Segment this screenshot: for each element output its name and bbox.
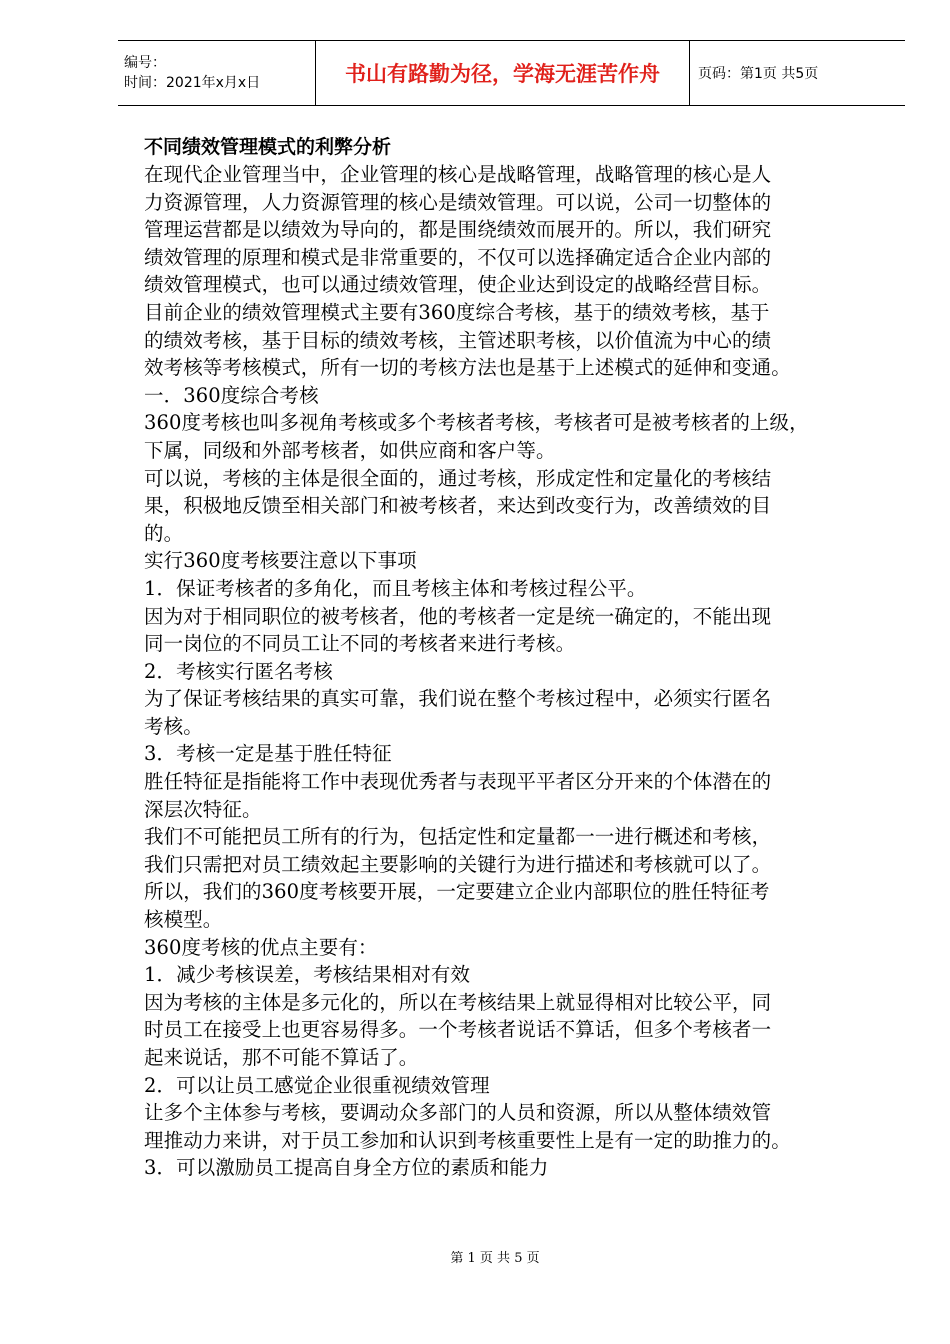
text-line: 同一岗位的不同员工让不同的考核者来进行考核。: [144, 632, 576, 656]
text-line: 力资源管理，人力资源管理的核心是绩效管理。可以说，公司一切整体的: [144, 190, 772, 214]
header-meta: [118, 41, 316, 105]
text-line: 目前企业的绩效管理模式主要有360度综合考核，基于的绩效考核，基于: [144, 300, 770, 324]
text-line: 下属，同级和外部考核者，如供应商和客户等。: [144, 438, 556, 462]
header-motto: 书山有路勤为径，学海无涯苦作舟: [345, 61, 660, 86]
text-line: 在现代企业管理当中，企业管理的核心是战略管理，战略管理的核心是人: [144, 163, 772, 186]
text-line: 360度考核的优点主要有：: [144, 935, 378, 959]
text-line: 我们不可能把员工所有的行为，包括定性和定量都一一进行概述和考核，: [144, 825, 772, 849]
header-page-info-cell: [690, 41, 905, 105]
text-line: 绩效管理模式，也可以通过绩效管理，使企业达到设定的战略经营目标。: [144, 273, 772, 297]
text-line: 可以说，考核的主体是很全面的，通过考核，形成定性和定量化的考核结: [144, 466, 772, 490]
text-line: 果，积极地反馈至相关部门和被考核者，来达到改变行为，改善绩效的目: [144, 494, 772, 518]
text-line: 绩效管理的原理和模式是非常重要的，不仅可以选择确定适合企业内部的: [144, 245, 772, 269]
text-line: 效考核等考核模式，所有一切的考核方法也是基于上述模式的延伸和变通。: [144, 356, 791, 380]
text-line: 因为考核的主体是多元化的，所以在考核结果上就显得相对比较公平，同: [144, 990, 772, 1014]
text-line: 1．减少考核误差，考核结果相对有效: [144, 963, 471, 987]
page-header: [118, 40, 905, 106]
text-line: 实行360度考核要注意以下事项: [144, 549, 417, 573]
text-line: 理推动力来讲，对于员工参加和认识到考核重要性上是有一定的助推力的。: [144, 1128, 791, 1152]
text-line: 为了保证考核结果的真实可靠，我们说在整个考核过程中，必须实行匿名: [144, 687, 772, 711]
text-line: 3．考核一定是基于胜任特征: [144, 742, 392, 766]
document-title: 不同绩效管理模式的利弊分析: [144, 136, 392, 158]
text-line: 2．可以让员工感觉企业很重视绩效管理: [144, 1073, 490, 1097]
text-line: 核模型。: [144, 908, 223, 932]
text-line: 考核。: [144, 714, 203, 738]
text-line: 一．360度综合考核: [144, 383, 319, 407]
text-line: 的绩效考核，基于目标的绩效考核，主管述职考核，以价值流为中心的绩: [144, 328, 772, 352]
header-page-info: 页码：第1页 共5页: [698, 66, 819, 82]
text-line: 让多个主体参与考核，要调动众多部门的人员和资源，所以从整体绩效管: [144, 1101, 772, 1125]
text-line: 3．可以激励员工提高自身全方位的素质和能力: [144, 1156, 549, 1180]
text-line: 胜任特征是指能将工作中表现优秀者与表现平平者区分开来的个体潜在的: [144, 770, 772, 794]
text-line: 2．考核实行匿名考核: [144, 659, 333, 683]
text-line: 360度考核也叫多视角考核或多个考核者考核，考核者可是被考核者的上级，: [144, 411, 809, 435]
text-line: 深层次特征。: [144, 797, 262, 821]
page-footer: 第 1 页 共 5 页: [450, 1251, 540, 1266]
text-line: 的。: [144, 521, 184, 545]
text-line: 所以，我们的360度考核要开展，一定要建立企业内部职位的胜任特征考: [144, 880, 770, 904]
text-line: 起来说话，那不可能不算话了。: [144, 1046, 419, 1069]
text-line: 我们只需把对员工绩效起主要影响的关键行为进行描述和考核就可以了。: [144, 852, 772, 876]
text-line: 1．保证考核者的多角化，而且考核主体和考核过程公平。: [144, 576, 647, 600]
document-time-label: 时间：2021年x月x日: [124, 75, 261, 91]
text-line: 因为对于相同职位的被考核者，他的考核者一定是统一确定的，不能出现: [144, 604, 772, 628]
text-line: 时员工在接受上也更容易得多。一个考核者说话不算话，但多个考核者一: [144, 1018, 772, 1042]
text-line: 管理运营都是以绩效为导向的，都是围绕绩效而展开的。所以，我们研究: [144, 218, 772, 242]
header-motto-cell: [316, 41, 690, 105]
document-number-label: 编号：: [124, 55, 166, 71]
document-body: [144, 134, 904, 1182]
document-lines: [144, 161, 904, 1182]
